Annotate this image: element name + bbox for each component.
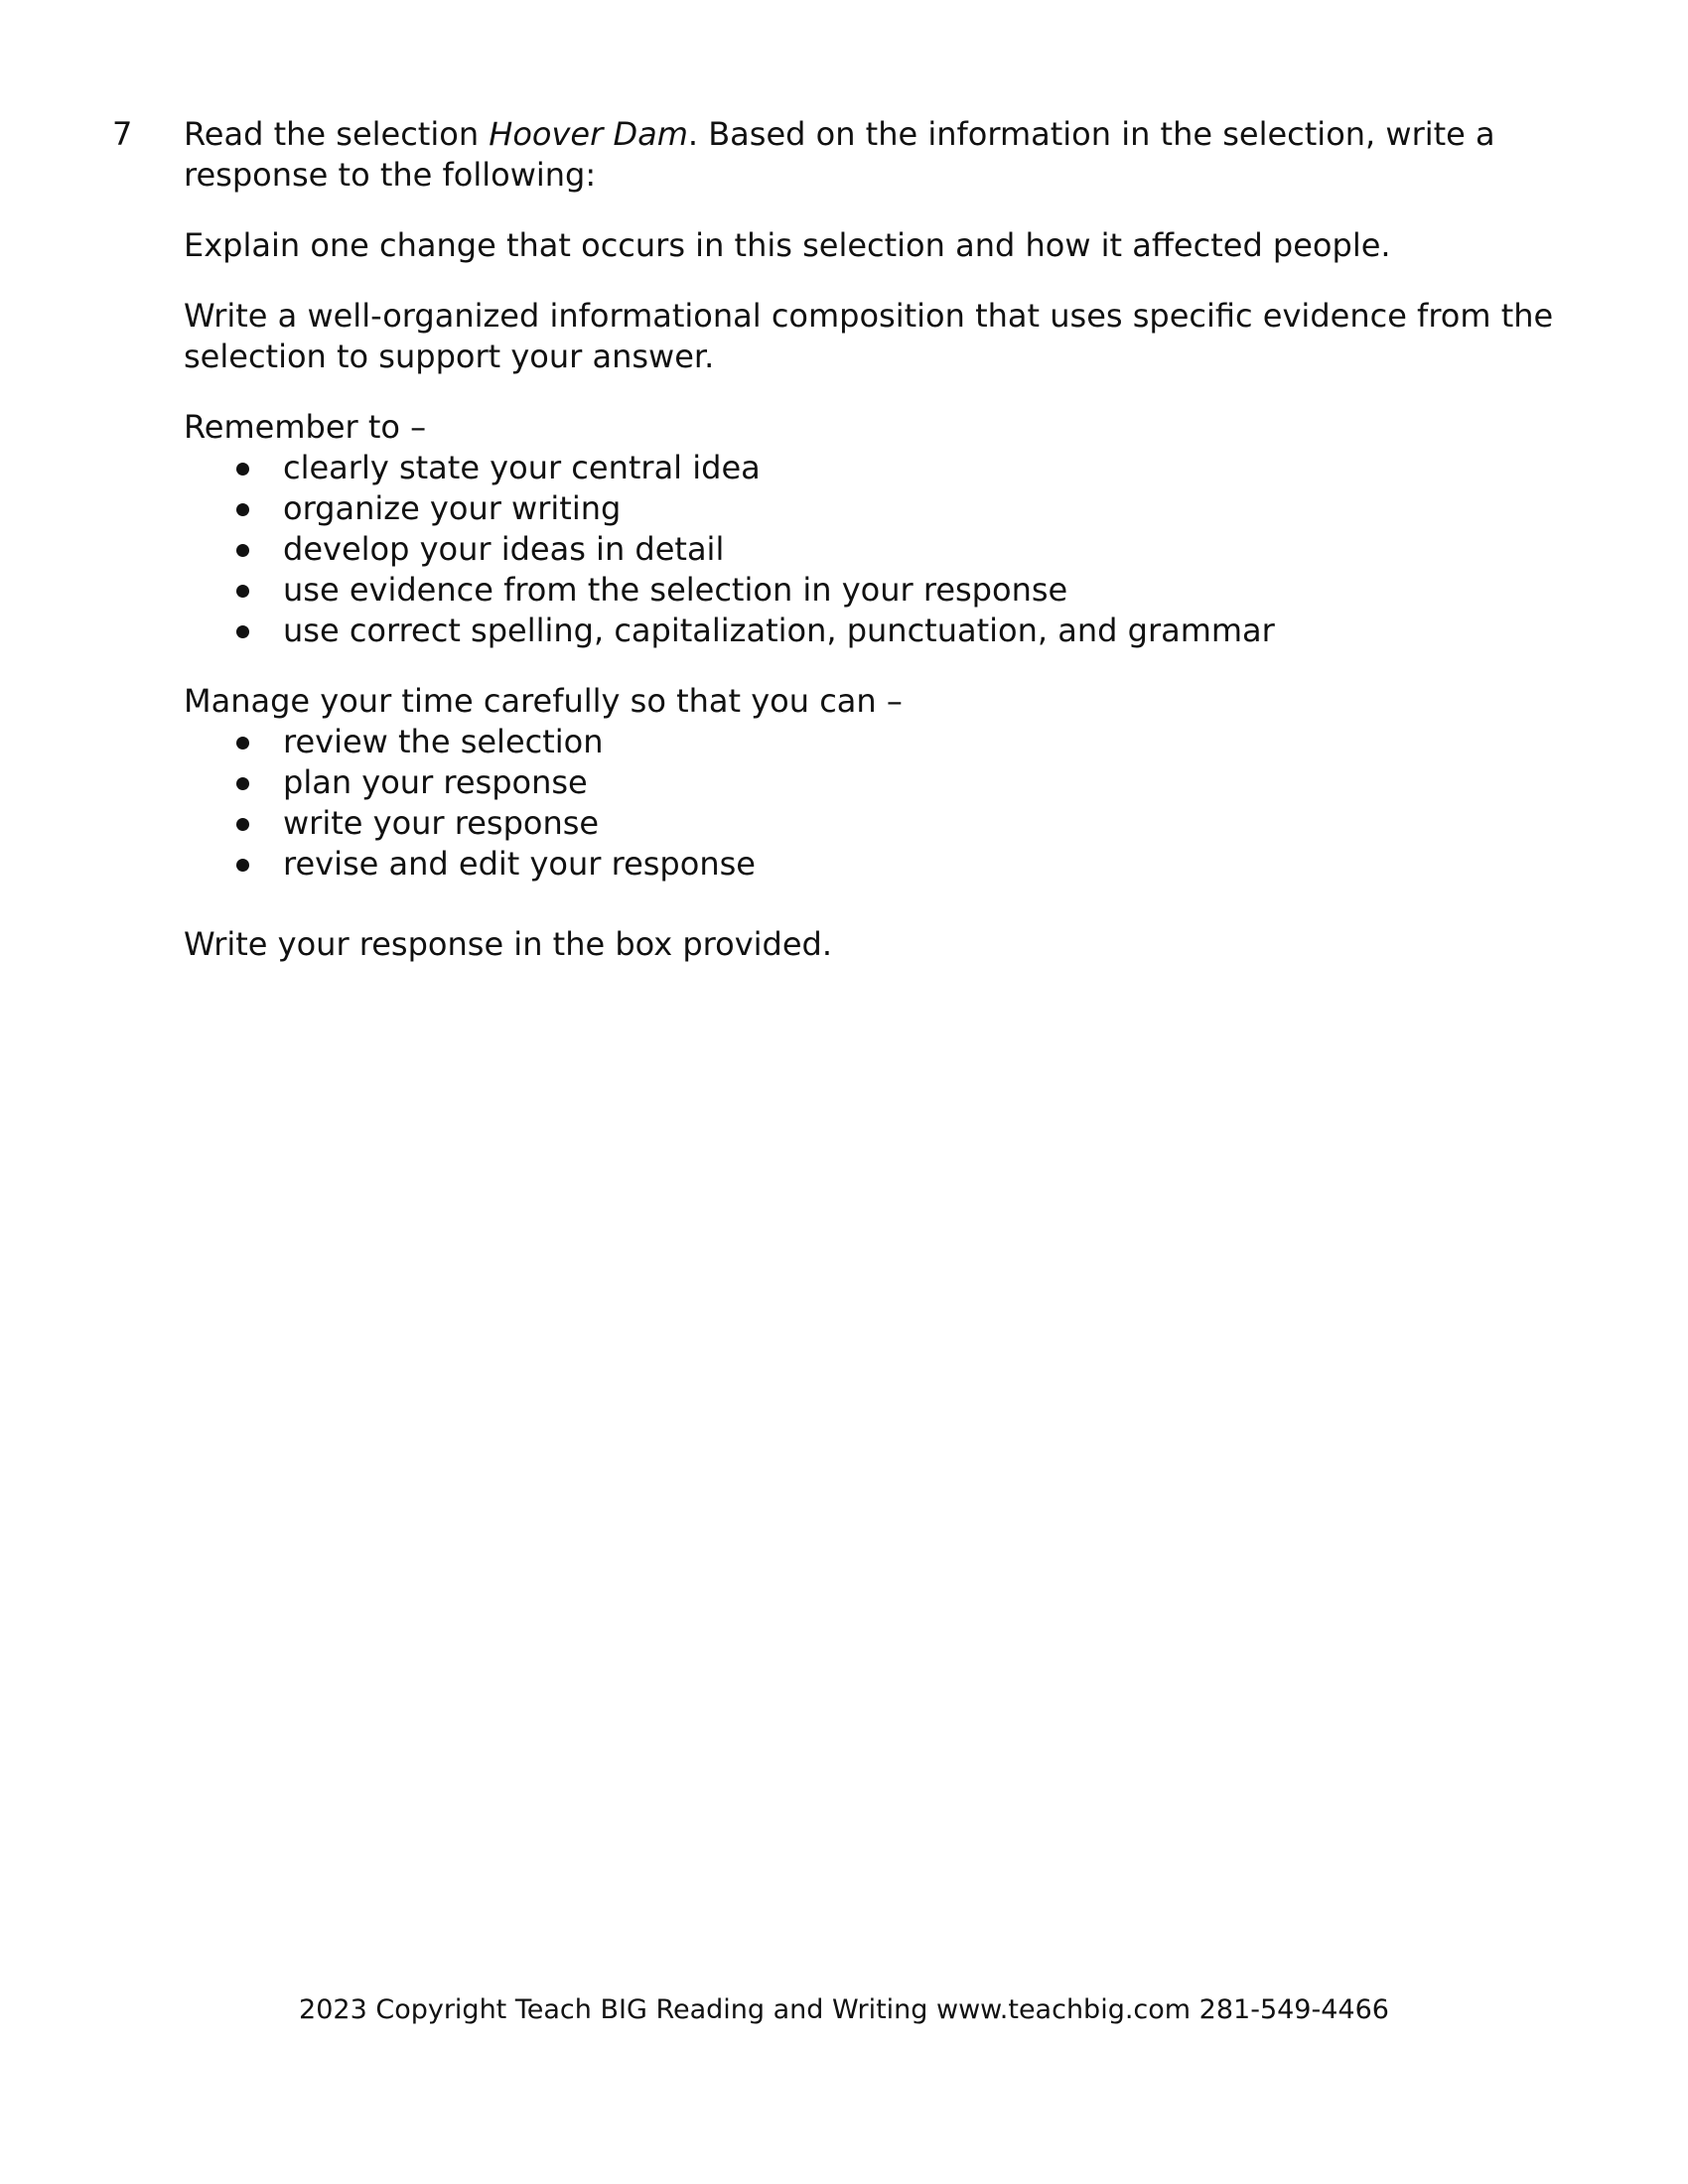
bullet-icon <box>236 859 249 872</box>
bullet-icon <box>236 503 249 516</box>
question-intro <box>184 114 1554 196</box>
list-item <box>184 488 1574 529</box>
list-item-text: review the selection <box>283 723 604 760</box>
bullet-icon <box>236 625 249 638</box>
manage-time-list <box>184 722 1574 885</box>
list-item <box>184 844 1574 885</box>
bullet-icon <box>236 777 249 790</box>
list-item <box>184 611 1574 651</box>
list-item-text: use evidence from the selection in your response <box>283 571 1068 609</box>
question-body <box>184 114 1574 965</box>
bullet-icon <box>236 737 249 750</box>
list-item-text: write your response <box>283 804 600 842</box>
bullet-icon <box>236 544 249 557</box>
list-item-text: organize your writing <box>283 489 622 527</box>
writing-instruction: Write a well-organized informational composition that uses specific evidence from the selection to support your answer. <box>184 297 1554 375</box>
list-item-text: use correct spelling, capitalization, punctuation, and grammar <box>283 612 1275 649</box>
selection-title: Hoover Dam <box>489 115 688 153</box>
bullet-icon <box>236 585 249 598</box>
list-item <box>184 762 1574 803</box>
list-item <box>184 570 1574 611</box>
list-item-text: develop your ideas in detail <box>283 530 725 568</box>
list-item <box>184 803 1574 844</box>
list-item-text: plan your response <box>283 763 588 801</box>
list-item <box>184 722 1574 762</box>
closing-instruction: Write your response in the box provided. <box>184 925 832 963</box>
manage-time-heading: Manage your time carefully so that you can – <box>184 682 903 720</box>
list-item-text: revise and edit your response <box>283 845 756 883</box>
list-item <box>184 529 1574 570</box>
remember-heading: Remember to – <box>184 408 427 446</box>
question-number: 7 <box>112 115 133 153</box>
list-item <box>184 448 1574 488</box>
list-item-text: clearly state your central idea <box>283 449 761 486</box>
intro-text-start: Read the selection <box>184 115 490 153</box>
question-prompt: Explain one change that occurs in this selection and how it affected people. <box>184 226 1391 264</box>
remember-list <box>184 448 1574 651</box>
bullet-icon <box>236 463 249 476</box>
copyright-footer: 2023 Copyright Teach BIG Reading and Writing www.teachbig.com 281-549-4466 <box>299 1994 1389 2025</box>
intro-text-end: . Based on the information in the selection, write a response to the following: <box>184 115 1495 194</box>
bullet-icon <box>236 818 249 831</box>
